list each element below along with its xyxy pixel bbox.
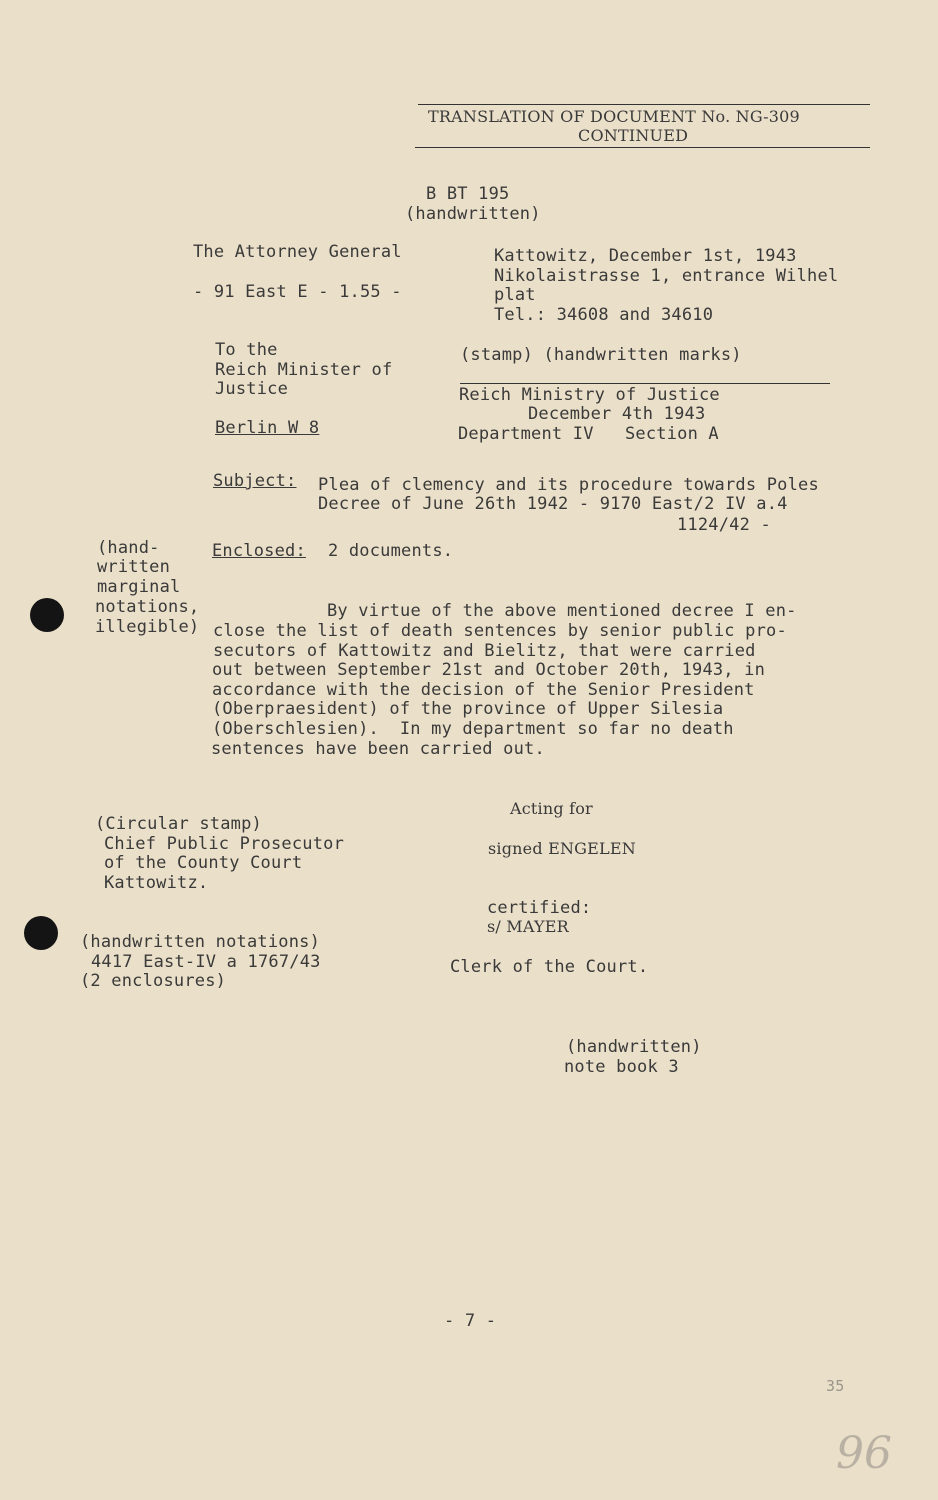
body-line-5: accordance with the decision of the Senior President — [212, 680, 755, 700]
margin-note-line-4: notations, — [95, 597, 200, 617]
notations-line-2: 4417 East-IV a 1767/43 — [91, 952, 321, 972]
punch-hole-top — [30, 598, 64, 632]
reference-note: (handwritten) — [405, 204, 541, 224]
stamp-line-2: December 4th 1943 — [528, 404, 706, 424]
document-subtitle: CONTINUED — [578, 126, 689, 145]
enclosed-text: 2 documents. — [328, 541, 454, 561]
stamp-line-3: Department IV Section A — [458, 424, 719, 444]
subject-line-1: Plea of clemency and its procedure towards Poles — [318, 475, 819, 495]
stamp-line-1: Reich Ministry of Justice — [459, 385, 720, 405]
circular-stamp-line-1: (Circular stamp) — [95, 814, 262, 834]
acting-for: Acting for — [510, 799, 593, 818]
body-line-2: close the list of death sentences by senior public pro- — [213, 621, 787, 641]
punch-hole-bottom — [24, 916, 58, 950]
place-date-line-3: plat — [494, 285, 536, 305]
margin-note-line-3: marginal — [97, 577, 181, 597]
certified-by: s/ MAYER — [487, 917, 569, 936]
circular-stamp-line-3: of the County Court — [104, 853, 303, 873]
margin-note-line-5: illegible) — [95, 617, 200, 637]
recipient-line-2: Reich Minister of — [215, 360, 393, 380]
subject-line-2: Decree of June 26th 1942 - 9170 East/2 IV a.4 — [318, 494, 788, 514]
page-number: - 7 - — [444, 1311, 497, 1331]
body-line-1: By virtue of the above mentioned decree I en- — [327, 601, 797, 621]
place-date-line-4: Tel.: 34608 and 34610 — [494, 305, 714, 325]
margin-note-line-1: (hand- — [97, 538, 160, 558]
recipient-line-1: To the — [215, 340, 278, 360]
enclosed-label: Enclosed: — [212, 541, 306, 561]
body-line-8: sentences have been carried out. — [211, 739, 545, 759]
subject-line-3: 1124/42 - — [677, 515, 771, 535]
subject-label: Subject: — [213, 471, 297, 491]
stamp-rule — [460, 383, 830, 384]
header-top-rule — [418, 104, 870, 105]
certified-label: certified: — [487, 898, 592, 918]
place-date-line-1: Kattowitz, December 1st, 1943 — [494, 246, 797, 266]
sender-office: The Attorney General — [193, 242, 402, 262]
margin-note-line-2: written — [97, 557, 171, 577]
notebook-line-2: note book 3 — [564, 1057, 679, 1077]
circular-stamp-line-4: Kattowitz. — [104, 873, 209, 893]
recipient-city: Berlin W 8 — [215, 418, 320, 438]
notations-line-1: (handwritten notations) — [80, 932, 321, 952]
signed-name: signed ENGELEN — [488, 839, 636, 858]
notebook-line-1: (handwritten) — [566, 1037, 702, 1057]
stamp-note: (stamp) (handwritten marks) — [460, 345, 742, 365]
reference-code: B BT 195 — [426, 184, 510, 204]
body-line-6: (Oberpraesident) of the province of Upper Silesia — [212, 699, 724, 719]
stamped-number: 35 — [826, 1377, 845, 1395]
place-date-line-2: Nikolaistrasse 1, entrance Wilhel — [494, 266, 839, 286]
pencil-page-number: 96 — [836, 1428, 892, 1479]
body-line-3: secutors of Kattowitz and Bielitz, that were carried — [213, 641, 756, 661]
header-bottom-rule — [415, 147, 870, 148]
document-title: TRANSLATION OF DOCUMENT No. NG-309 — [428, 107, 800, 126]
recipient-line-3: Justice — [215, 379, 289, 399]
circular-stamp-line-2: Chief Public Prosecutor — [104, 834, 345, 854]
body-line-7: (Oberschlesien). In my department so far no death — [212, 719, 734, 739]
body-line-4: out between September 21st and October 20th, 1943, in — [212, 660, 766, 680]
sender-file-number: - 91 East E - 1.55 - — [193, 282, 402, 302]
clerk-title: Clerk of the Court. — [450, 957, 649, 977]
notations-line-3: (2 enclosures) — [80, 971, 227, 991]
